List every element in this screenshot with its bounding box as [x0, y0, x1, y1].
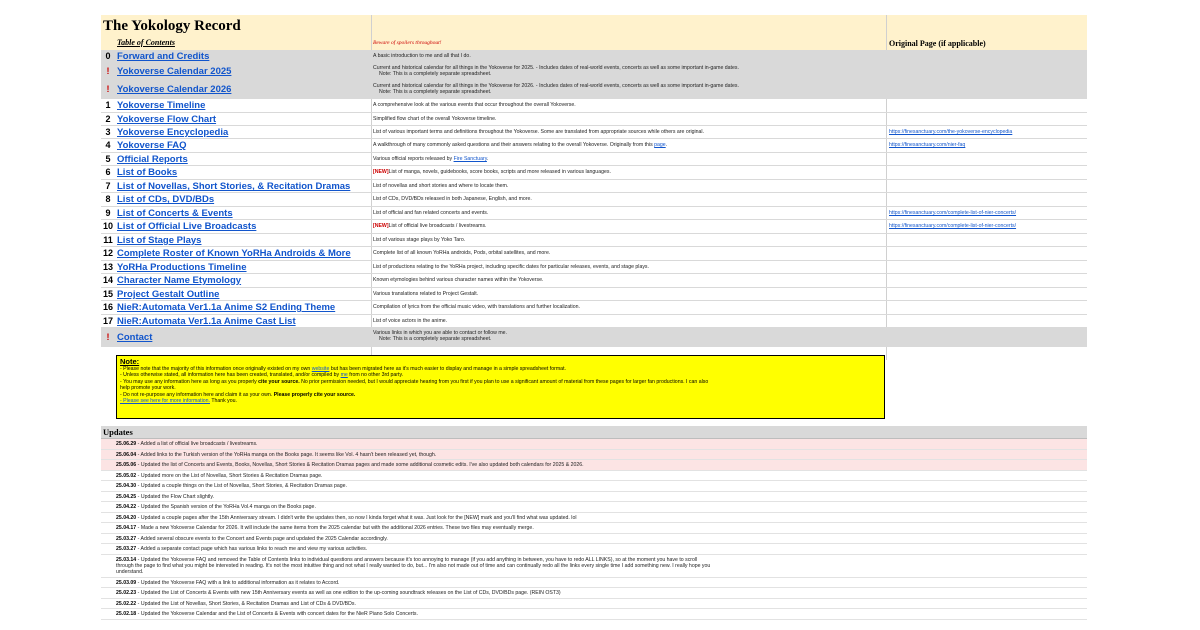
original-page-header: Original Page (if applicable) [889, 39, 986, 48]
update-description: - Updated the Yokoverse Calendar and the List of Concerts & Events with concert dates for the NieR Piano Solo Concerts. [137, 611, 418, 617]
toc-link[interactable]: NieR:Automata Ver1.1a Anime Cast List [117, 316, 296, 327]
toc-link[interactable]: Yokoverse Calendar 2026 [117, 84, 232, 95]
spreadsheet [101, 15, 1087, 630]
toc-number: 10 [102, 221, 113, 231]
description-text: Various translations related to Project Gestalt. [373, 291, 479, 297]
note-line-3b: help promote your work. [120, 385, 176, 392]
toc-link[interactable]: List of Novellas, Short Stories, & Recitation Dramas [117, 181, 351, 192]
update-date: 25.03.27 [116, 535, 137, 542]
toc-row [101, 81, 1087, 99]
update-date: 25.03.09 [116, 579, 137, 586]
update-date: 25.04.17 [116, 525, 137, 531]
update-date: 25.04.30 [116, 483, 137, 489]
spoiler-warning: Beware of spoilers throughout! [373, 40, 442, 46]
description-link[interactable]: page [654, 142, 666, 148]
update-text [116, 544, 886, 552]
toc-number: 12 [102, 248, 113, 258]
description-text: List of various stage plays by Yoko Taro. [373, 237, 466, 243]
update-row [101, 481, 1087, 492]
toc-row [101, 113, 1087, 126]
update-row [101, 471, 1087, 482]
more-info-link[interactable]: - Please see here for more information. [120, 398, 210, 405]
description-text: Current and historical calendar for all things in the Yokoverse for 2025. - Includes dates of real-world events, concerts as well as some important in-game dates. [373, 65, 739, 71]
toc-number: 16 [102, 302, 113, 312]
toc-row [101, 139, 1087, 153]
update-row [101, 439, 1087, 450]
update-text [116, 534, 886, 542]
description-text: A walkthrough of many commonly asked questions and their answers relating to the overall Yokoverse. Originally from this [373, 142, 653, 148]
description-text: Various links in which you are able to contact or follow me. [373, 330, 507, 336]
toc-link[interactable]: List of Official Live Broadcasts [117, 221, 257, 232]
update-row [101, 534, 1087, 545]
toc-row [101, 328, 1087, 347]
update-description: - Updated the Spanish version of the YoRHa Vol.4 manga on the Books page. [137, 504, 316, 510]
toc-link[interactable]: Character Name Etymology [117, 275, 242, 286]
description-text: List of productions relating to the YoRHa project, including specific dates for particular releases, events, and stage plays. [373, 264, 649, 270]
update-text [116, 578, 886, 586]
update-text [116, 502, 886, 510]
toc-description: Various official reports released by Fire Sanctuary. [373, 156, 489, 162]
note-line-5 [120, 398, 881, 404]
update-row [101, 555, 1087, 578]
toc-link[interactable]: Yokoverse Calendar 2025 [117, 66, 232, 77]
toc-link[interactable]: List of CDs, DVD/BDs [117, 194, 215, 205]
toc-number: 14 [102, 275, 113, 285]
toc-row [101, 180, 1087, 193]
description-text: List of CDs, DVD/BDs released in both Japanese, English, and more. [373, 196, 532, 202]
toc-row [101, 261, 1087, 274]
toc-link[interactable]: List of Concerts & Events [117, 208, 233, 219]
me-link[interactable]: me [340, 372, 348, 379]
toc-row [101, 234, 1087, 247]
update-description: - Updated the List of Novellas, Short Stories, & Recitation Dramas and List of CDs & DVD/BDs. [137, 600, 356, 607]
update-row [101, 502, 1087, 513]
update-description: - Updated the Yokoverse FAQ and removed the Table of Contents links to individual questions and answers because it's too annoying to manage (if you add anything in between, you have to redo ALL LINKS), so at the moment you have to scroll [137, 556, 698, 563]
description-text: Current and historical calendar for all things in the Yokoverse for 2026. - Includes dates of real-world events, concerts as well as some important in-game dates. [373, 83, 739, 89]
update-date: 25.06.04 [116, 451, 137, 458]
toc-header: Table of Contents [117, 38, 175, 47]
description-text: List of official and fan related concerts and events. [373, 210, 489, 216]
update-text [116, 588, 886, 596]
update-date: 25.05.02 [116, 472, 137, 479]
update-row [101, 578, 1087, 589]
update-description: - Added a list of official live broadcasts / livestreams. [137, 441, 258, 447]
update-description: - Updated the Yokoverse FAQ with a link to additional information as it relates to Accord. [137, 579, 340, 586]
toc-number: 17 [102, 316, 113, 326]
update-description: - Updated a couple pages after the 15th Anniversary stream. I didn't write the updates then, so now I kinda forget what it was. Just look for the [NEW] mark and you'll find what was updated. lol [137, 514, 577, 521]
new-badge: [NEW] [373, 223, 389, 229]
update-text [116, 555, 886, 576]
toc-description [373, 277, 885, 283]
toc-description [373, 318, 885, 324]
update-row [101, 513, 1087, 524]
description-text: Simplified flow chart of the overall Yokoverse timeline. [373, 116, 497, 122]
toc-link[interactable]: Yokoverse Timeline [117, 100, 206, 111]
update-description: - Added a separate contact page which has various links to reach me and view my various activities. [137, 546, 368, 552]
new-badge: [NEW] [373, 169, 389, 175]
toc-description [373, 223, 885, 229]
toc-link[interactable]: Complete Roster of Known YoRHa Androids & More [117, 248, 351, 259]
toc-row [101, 153, 1087, 166]
update-text [116, 513, 886, 521]
update-date: 25.04.25 [116, 493, 137, 500]
note-text: but has been migrated here as it's much easier to display and manage in a simple spreadsheet format. [330, 366, 566, 372]
toc-link[interactable]: Yokoverse FAQ [117, 140, 187, 151]
original-page-link[interactable]: https://finesanctuary.com/complete-list-of-nier-concerts/ [889, 210, 1017, 216]
description-text: A basic introduction to me and all that I do. [373, 53, 471, 59]
toc-row [101, 247, 1087, 261]
update-text [116, 439, 886, 447]
toc-row [101, 193, 1087, 207]
note-text: from no other 3rd party. [349, 372, 404, 379]
description-text: Various official reports released by [373, 156, 453, 162]
update-text [116, 481, 886, 489]
toc-link[interactable]: Official Reports [117, 154, 188, 165]
toc-description [373, 183, 885, 189]
update-row [101, 450, 1087, 461]
description-link[interactable]: Fire Sanctuary [453, 156, 487, 162]
note-text: - Do not re-purpose any information here and claim it as your own. [120, 391, 273, 398]
toc-description [373, 102, 885, 108]
update-row [101, 588, 1087, 599]
toc-description [373, 304, 885, 310]
update-date: 25.04.22 [116, 504, 137, 510]
toc-link[interactable]: NieR:Automata Ver1.1a Anime S2 Ending Theme [117, 302, 336, 313]
description-text: Known etymologies behind various character names within the Yokoverse. [373, 277, 544, 283]
update-text [116, 460, 886, 468]
toc-number: 2 [105, 114, 111, 124]
update-description: - Made a new Yokoverse Calendar for 2026. It will include the same items from the 2025 calendar but with the additional 2026 entries. These two files may eventually merge. [137, 525, 534, 531]
update-text [116, 492, 886, 500]
update-text [116, 523, 886, 531]
note-text: Thank you. [211, 398, 237, 405]
toc-description [373, 196, 885, 202]
toc-row [101, 99, 1087, 113]
updates-header: Updates [103, 427, 133, 437]
toc-description [373, 65, 885, 77]
toc-number: 15 [102, 289, 113, 299]
updates-header-bar [101, 426, 1087, 439]
original-page-link[interactable]: https://finesanctuary.com/the-yokoverse-encyclopedia [889, 129, 1013, 135]
update-text [116, 471, 886, 479]
toc-description [373, 116, 885, 122]
toc-link[interactable]: List of Books [117, 167, 178, 178]
description-note: Note: This is a completely separate spreadsheet. [379, 89, 492, 96]
update-date: 25.04.20 [116, 514, 137, 521]
update-date: 25.03.27 [116, 546, 137, 552]
update-description: - Updated more on the List of Novellas, Short Stories & Recitation Dramas page. [137, 472, 323, 479]
toc-link[interactable]: List of Stage Plays [117, 235, 202, 246]
update-date: 25.06.29 [116, 441, 137, 447]
note-bold: cite your source. [258, 378, 300, 385]
toc-number: 3 [105, 127, 111, 137]
update-date: 25.03.14 [116, 556, 137, 563]
note-text: - You may use any information here as long as you properly [120, 378, 257, 385]
toc-number: 7 [105, 181, 111, 191]
toc-row [101, 220, 1087, 234]
toc-description [373, 53, 885, 59]
toc-description [373, 250, 885, 256]
update-date: 25.02.22 [116, 600, 137, 607]
update-text [116, 599, 886, 607]
description-text: List of manga, novels, guidebooks, score books, scripts and more released in various languages. [388, 169, 611, 175]
toc-number: 4 [105, 140, 111, 150]
update-row [101, 492, 1087, 503]
toc-description [373, 129, 885, 135]
toc-row [101, 301, 1087, 315]
toc-row [101, 274, 1087, 288]
update-date: 25.02.23 [116, 590, 137, 596]
update-description: - Added links to the Turkish version of the YoRHa manga on the Books page. It seems like Vol. 4 hasn't been released yet, though. [137, 451, 437, 458]
toc-number: 5 [105, 154, 111, 164]
toc-row [101, 288, 1087, 301]
update-description: - Updated a couple things on the List of Novellas, Short Stories, & Recitation Dramas page. [137, 483, 347, 489]
toc-number: 11 [103, 235, 113, 245]
note-text: - Please note that the majority of this information once originally existed on my own [120, 366, 311, 372]
original-page-link[interactable]: https://finesanctuary.com/nier-faq [889, 142, 966, 148]
toc-number: ! [106, 66, 110, 76]
toc-row [101, 207, 1087, 220]
toc-number: ! [106, 84, 110, 94]
update-row [101, 460, 1087, 471]
toc-row [101, 315, 1087, 328]
update-row [101, 523, 1087, 534]
toc-row [101, 63, 1087, 81]
toc-link[interactable]: YoRHa Productions Timeline [117, 262, 247, 273]
update-text [116, 609, 886, 617]
description-text: List of various important terms and definitions throughout the Yokoverse. Some are translated from appropriate sources while others are original. [373, 129, 705, 135]
update-description-cont: understand. [116, 568, 144, 575]
update-row [101, 609, 1087, 620]
toc-description [373, 264, 885, 270]
update-description: - Added several obscure events to the Concert and Events page and updated the 2025 Calendar accordingly. [137, 535, 388, 542]
update-description: - Updated the list of Concerts and Events, Books, Novellas, Short Stories & Recitation Dramas pages and made some additional cosmetic edits. I've also updated both calendars for 2025 & 2026. [137, 462, 584, 468]
update-text [116, 450, 886, 458]
toc-description [373, 237, 885, 243]
toc-row [101, 50, 1087, 63]
description-note: Note: This is a completely separate spreadsheet. [379, 336, 492, 343]
description-text: Compilation of lyrics from the official music video, with translations and further localization. [373, 304, 580, 310]
update-date: 25.05.06 [116, 462, 137, 468]
note-text: No prior permission needed, but I would appreciate hearing from you first if you plan to use a significant amount of material from these pages for larger fan productions. I can also [301, 378, 709, 385]
update-description: - Updated the List of Concerts & Events with new 15th Anniversary events as well as one edition to the up-coming soundtrack releases on the List of CDs, DVD/BDs page. (REIN OST3) [137, 590, 561, 596]
update-date: 25.02.18 [116, 611, 137, 617]
website-link[interactable]: website [311, 366, 330, 372]
toc-number: ! [106, 332, 110, 342]
toc-number: 6 [105, 167, 111, 177]
toc-number: 9 [105, 208, 111, 218]
toc-link[interactable]: Project Gestalt Outline [117, 289, 220, 300]
update-description: - Updated the Flow Chart slightly. [137, 493, 214, 500]
toc-description [373, 291, 885, 297]
note-bold: Please properly cite your source. [273, 391, 356, 398]
original-page-link[interactable]: https://finesanctuary.com/complete-list-of-nier-concerts/ [889, 223, 1017, 229]
toc-description [373, 330, 885, 342]
toc-link[interactable]: Yokoverse Flow Chart [117, 114, 217, 125]
page-title: The Yokology Record [103, 18, 241, 34]
description-text: List of novellas and short stories and where to locate them. [373, 183, 509, 189]
update-row [101, 544, 1087, 555]
toc-link[interactable]: Forward and Credits [117, 51, 210, 62]
update-row [101, 599, 1087, 610]
description-text: Complete list of all known YoRHa androids, Pods, orbital satellites, and more. [373, 250, 551, 256]
note-box [116, 355, 885, 419]
note-heading: Note: [120, 357, 140, 366]
toc-row [101, 126, 1087, 139]
note-text: - Unless otherwise stated, all information here has been created, translated, and/or compiled by [120, 372, 340, 379]
description-note: Note: This is a completely separate spreadsheet. [379, 71, 492, 78]
toc-description [373, 210, 885, 216]
toc-number: 1 [105, 100, 111, 110]
toc-description [373, 83, 885, 95]
toc-number: 8 [105, 194, 111, 204]
toc-number: 0 [105, 51, 111, 61]
toc-description [373, 169, 885, 175]
toc-number: 13 [102, 262, 113, 272]
update-description-cont: through the page to find what you might be interested in reading. It's not the most intuitive thing and not what I really wanted to do, but... I'm also not made out of time and can continually redo all the links every single time I add something new. I really hope you [116, 562, 711, 569]
toc-link[interactable]: Contact [117, 332, 153, 343]
toc-link[interactable]: Yokoverse Encyclopedia [117, 127, 229, 138]
description-text: A comprehensive look at the various events that occur throughout the overall Yokoverse. [373, 102, 576, 108]
toc-row [101, 166, 1087, 180]
description-text: List of official live broadcasts / livestreams. [388, 223, 487, 229]
toc-description: A walkthrough of many commonly asked questions and their answers relating to the overall Yokoverse. Originally from this page. [373, 142, 668, 148]
description-text: List of voice actors in the anime. [373, 318, 448, 324]
